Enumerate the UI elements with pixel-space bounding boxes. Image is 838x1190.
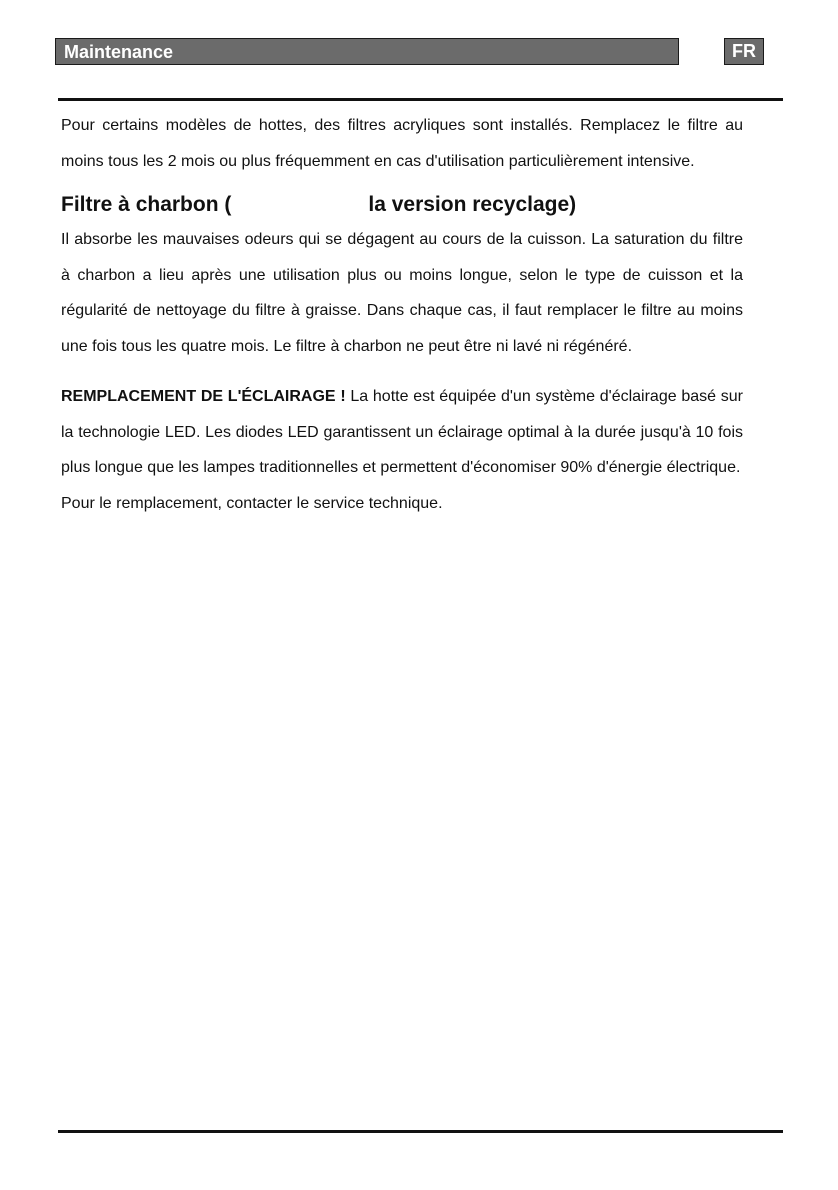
intro-paragraph: Pour certains modèles de hottes, des filtres acryliques sont installés. Remplacez le filtre au moins tous les 2 mois ou plus fréquemment en cas d'utilisation particulièrement intensive. [61, 117, 743, 170]
charcoal-heading-part2: la version recyclage) [368, 193, 577, 216]
section-header-bar [55, 38, 679, 65]
top-divider [58, 98, 783, 101]
language-badge: FR [724, 38, 764, 65]
lighting-body: La hotte est équipée d'un système d'éclairage basé sur la technologie LED. Les diodes LED garantissent un éclairage optimal à la durée jusqu'à 10 fois plus longue que les lampes traditionnelles et permettent d'économiser 90% d'énergie électrique. [61, 388, 743, 476]
charcoal-filter-paragraph: Il absorbe les mauvaises odeurs qui se dégagent au cours de la cuisson. La saturation du filtre à charbon a lieu après une utilisation plus ou moins longue, selon le type de cuisson et la régularité de nettoyage du filtre à graisse. Dans chaque cas, il faut remplacer le filtre au moins une fois tous les quatre mois. Le filtre à charbon ne peut être ni lavé ni régénéré. [61, 231, 743, 355]
charcoal-filter-heading [61, 188, 743, 222]
charcoal-heading-part1: Filtre à charbon ( [61, 193, 232, 216]
page-content [61, 108, 743, 521]
bottom-divider [58, 1130, 783, 1133]
contact-paragraph: Pour le remplacement, contacter le service technique. [61, 494, 443, 512]
lighting-heading: REMPLACEMENT DE L'ÉCLAIRAGE ! [61, 388, 346, 405]
section-title: Maintenance [64, 42, 174, 62]
lighting-paragraph [61, 379, 743, 486]
